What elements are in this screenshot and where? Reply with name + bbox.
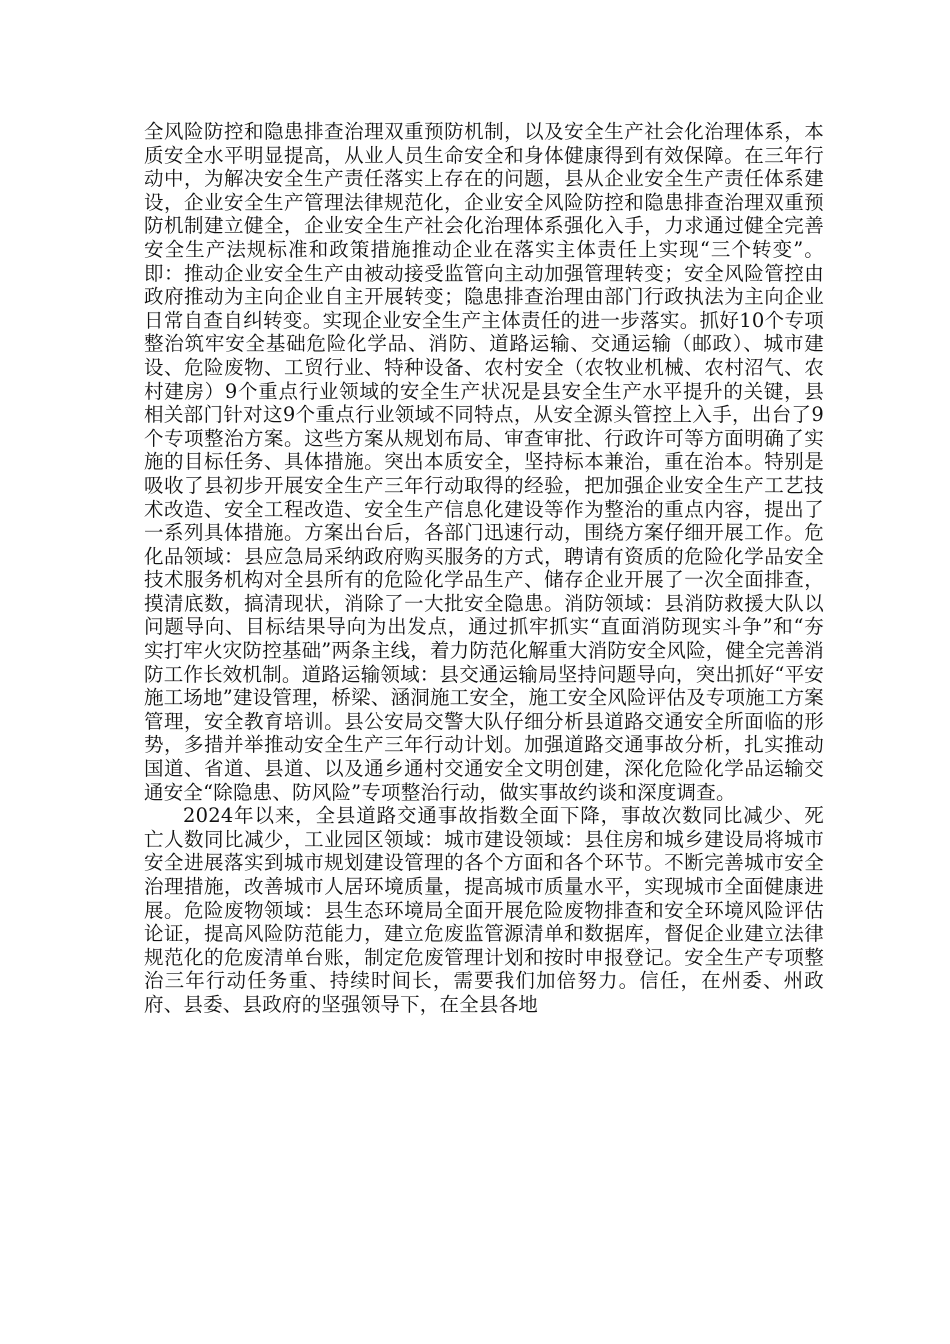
paragraph-1: 全风险防控和隐患排查治理双重预防机制，以及安全生产社会化治理体系，本质安全水平明显提高，从业人员生命安全和身体健康得到有效保障。在三年行动中，为解决安全生产责任落实上存在的问题，县从企业安全生产责任体系建设，企业安全生产管理法律规范化，企业安全风险防控和隐患排查治理双重预防机制建立健全，企业安全生产社会化治理体系强化入手，力求通过健全完善安全生产法规标准和政策措施推动企业在落实主体责任上实现“三个转变”。即：推动企业安全生产由被动接受监管向主动加强管理转变；安全风险管控由政府推动为主向企业自主开展转变；隐患排查治理由部门行政执法为主向企业日常自查自纠转变。实现企业安全生产主体责任的进一步落实。抓好10个专项整治筑牢安全基础危险化学品、消防、道路运输、交通运输（邮政）、城市建设、危险废物、工贸行业、特种设备、农村安全（农牧业机械、农村沼气、农村建房）9个重点行业领域的安全生产状况是县安全生产水平提升的关键，县相关部门针对这9个重点行业领域不同特点，从安全源头管控上入手，出台了9个专项整治方案。这些方案从规划布局、审查审批、行政许可等方面明确了实施的目标任务、具体措施。突出本质安全，坚持标本兼治，重在治本。特别是吸收了县初步开展安全生产三年行动取得的经验，把加强企业安全生产工艺技术改造、安全工程改造、安全生产信息化建设等作为整治的重点内容，提出了一系列具体措施。方案出台后，各部门迅速行动，围绕方案仔细开展工作。危化品领域：县应急局采纳政府购买服务的方式，聘请有资质的危险化学品安全技术服务机构对全县所有的危险化学品生产、储存企业开展了一次全面排查，摸清底数，搞清现状，消除了一大批安全隐患。消防领域：县消防救援大队以问题导向、目标结果导向为出发点，通过抓牢抓实“直面消防现实斗争”和“夯实打牢火灾防控基础”两条主线，着力防范化解重大消防安全风险，健全完善消防工作长效机制。道路运输领域：县交通运输局坚持问题导向，突出抓好“平安施工场地”建设管理，桥梁、涵洞施工安全，施工安全风险评估及专项施工方案管理，安全教育培训。县公安局交警大队仔细分析县道路交通安全所面临的形势，多措并举推动安全生产三年行动计划。加强道路交通事故分析，扎实推动国道、省道、县道、以及通乡通村交通安全文明创建，深化危险化学品运输交通安全“除隐患、防风险”专项整治行动，做实事故约谈和深度调查。: [144, 120, 824, 804]
paragraph-2: 2024年以来，全县道路交通事故指数全面下降，事故次数同比减少、死亡人数同比减少，工业园区领域：城市建设领域：县住房和城乡建设局将城市安全进展落实到城市规划建设管理的各个方面和各个环节。不断完善城市安全治理措施，改善城市人居环境质量，提高城市质量水平，实现城市全面健康进展。危险废物领域：县生态环境局全面开展危险废物排查和安全环境风险评估论证，提高风险防范能力，建立危废监管源清单和数据库，督促企业建立法律规范化的危废清单台账，制定危废管理计划和按时申报登记。安全生产专项整治三年行动任务重、持续时间长，需要我们加倍努力。信任，在州委、州政府、县委、县政府的坚强领导下，在全县各地: [144, 804, 824, 1016]
document-body: [144, 120, 824, 1017]
